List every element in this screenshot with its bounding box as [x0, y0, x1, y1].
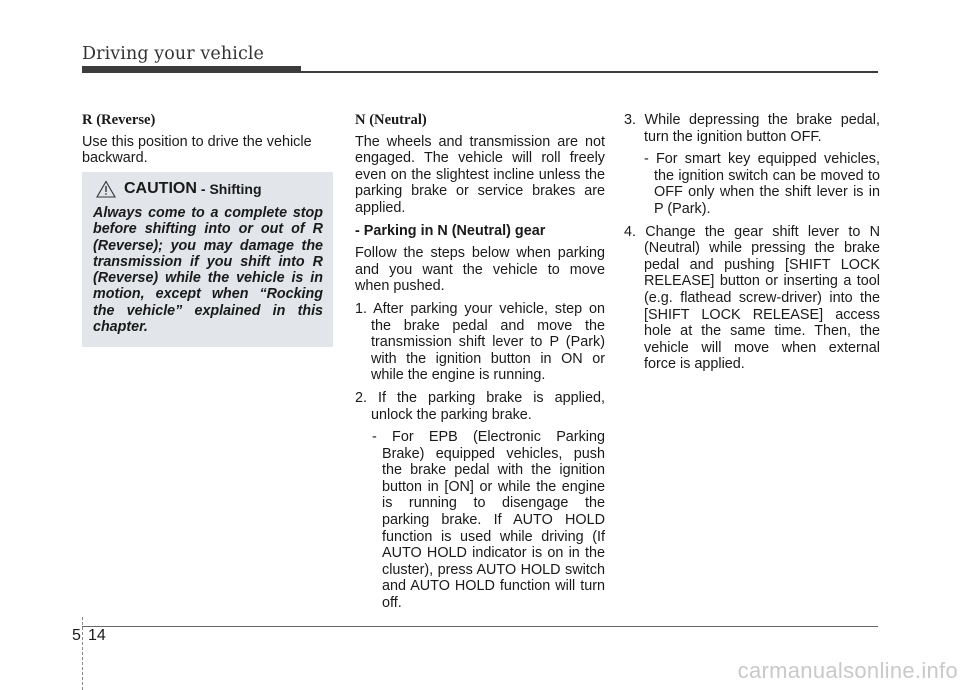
reverse-text: Use this position to drive the vehicle backward. [82, 133, 312, 167]
page-number: 14 [88, 627, 106, 644]
parking-intro: Follow the steps below when parking and you want the vehicle to move when pushed. [355, 245, 605, 295]
caution-subtitle: - Shifting [200, 181, 262, 197]
step-2: 2. If the parking brake is applied, unlock the parking brake. [355, 389, 605, 423]
step-3: 3. While depressing the brake pedal, turn the ignition button OFF. [624, 112, 880, 145]
step-4: 4. Change the gear shift lever to N (Neutral) while pressing the brake pedal and pushing [SHIFT LOCK RELEASE] button or inserting a tool (e.g. flathead screw-driver) into the [SHIFT LOCK RELEASE] access hole at the same time. Then, the vehicle will move when external force is applied. [624, 223, 880, 373]
neutral-text: The wheels and transmission are not engaged. The vehicle will roll freely even on the slightest incline unless the parking brake or service brakes are applied. [355, 133, 605, 216]
step-2-note: - For EPB (Electronic Parking Brake) equipped vehicles, push the brake pedal with the ignition button in [ON] or while the engine is running to disengage the parking brake. If AUTO HOLD function is used while driving (If AUTO HOLD indicator is on in the cluster), press AUTO HOLD switch and AUTO HOLD function will turn off. [372, 429, 605, 612]
column-neutral [355, 112, 605, 618]
warning-triangle-icon [96, 180, 116, 198]
reverse-heading: R (Reverse) [82, 112, 156, 128]
parking-neutral-subheading: - Parking in N (Neutral) gear [355, 222, 546, 239]
step-1: 1. After parking your vehicle, step on the brake pedal and move the transmission shift lever to P (Park) with the ignition button in ON or while the engine is running. [355, 300, 605, 384]
footer-divider [82, 617, 83, 690]
page-title: Driving your vehicle [82, 44, 264, 64]
watermark: carmanualsonline.info [737, 658, 958, 683]
column-reverse [82, 112, 334, 173]
header-rule-thin [301, 71, 878, 73]
section-number: 5 [72, 627, 81, 644]
caution-title: CAUTION [124, 180, 197, 197]
caution-body: Always come to a complete stop before shifting into or out of R (Reverse); you may damage the transmission if you shift into R (Reverse) while the vehicle is in motion, except when “Rocking the vehicle” explained in this chapter. [93, 205, 323, 336]
step-3-note: - For smart key equipped vehicles, the ignition switch can be moved to OFF only when the shift lever is in P (Park). [644, 151, 880, 217]
footer-rule [82, 626, 878, 627]
caution-header [96, 180, 323, 198]
column-steps-continued [624, 112, 880, 379]
caution-box [82, 172, 333, 347]
neutral-heading: N (Neutral) [355, 112, 427, 128]
header-rule-thick [82, 66, 301, 73]
